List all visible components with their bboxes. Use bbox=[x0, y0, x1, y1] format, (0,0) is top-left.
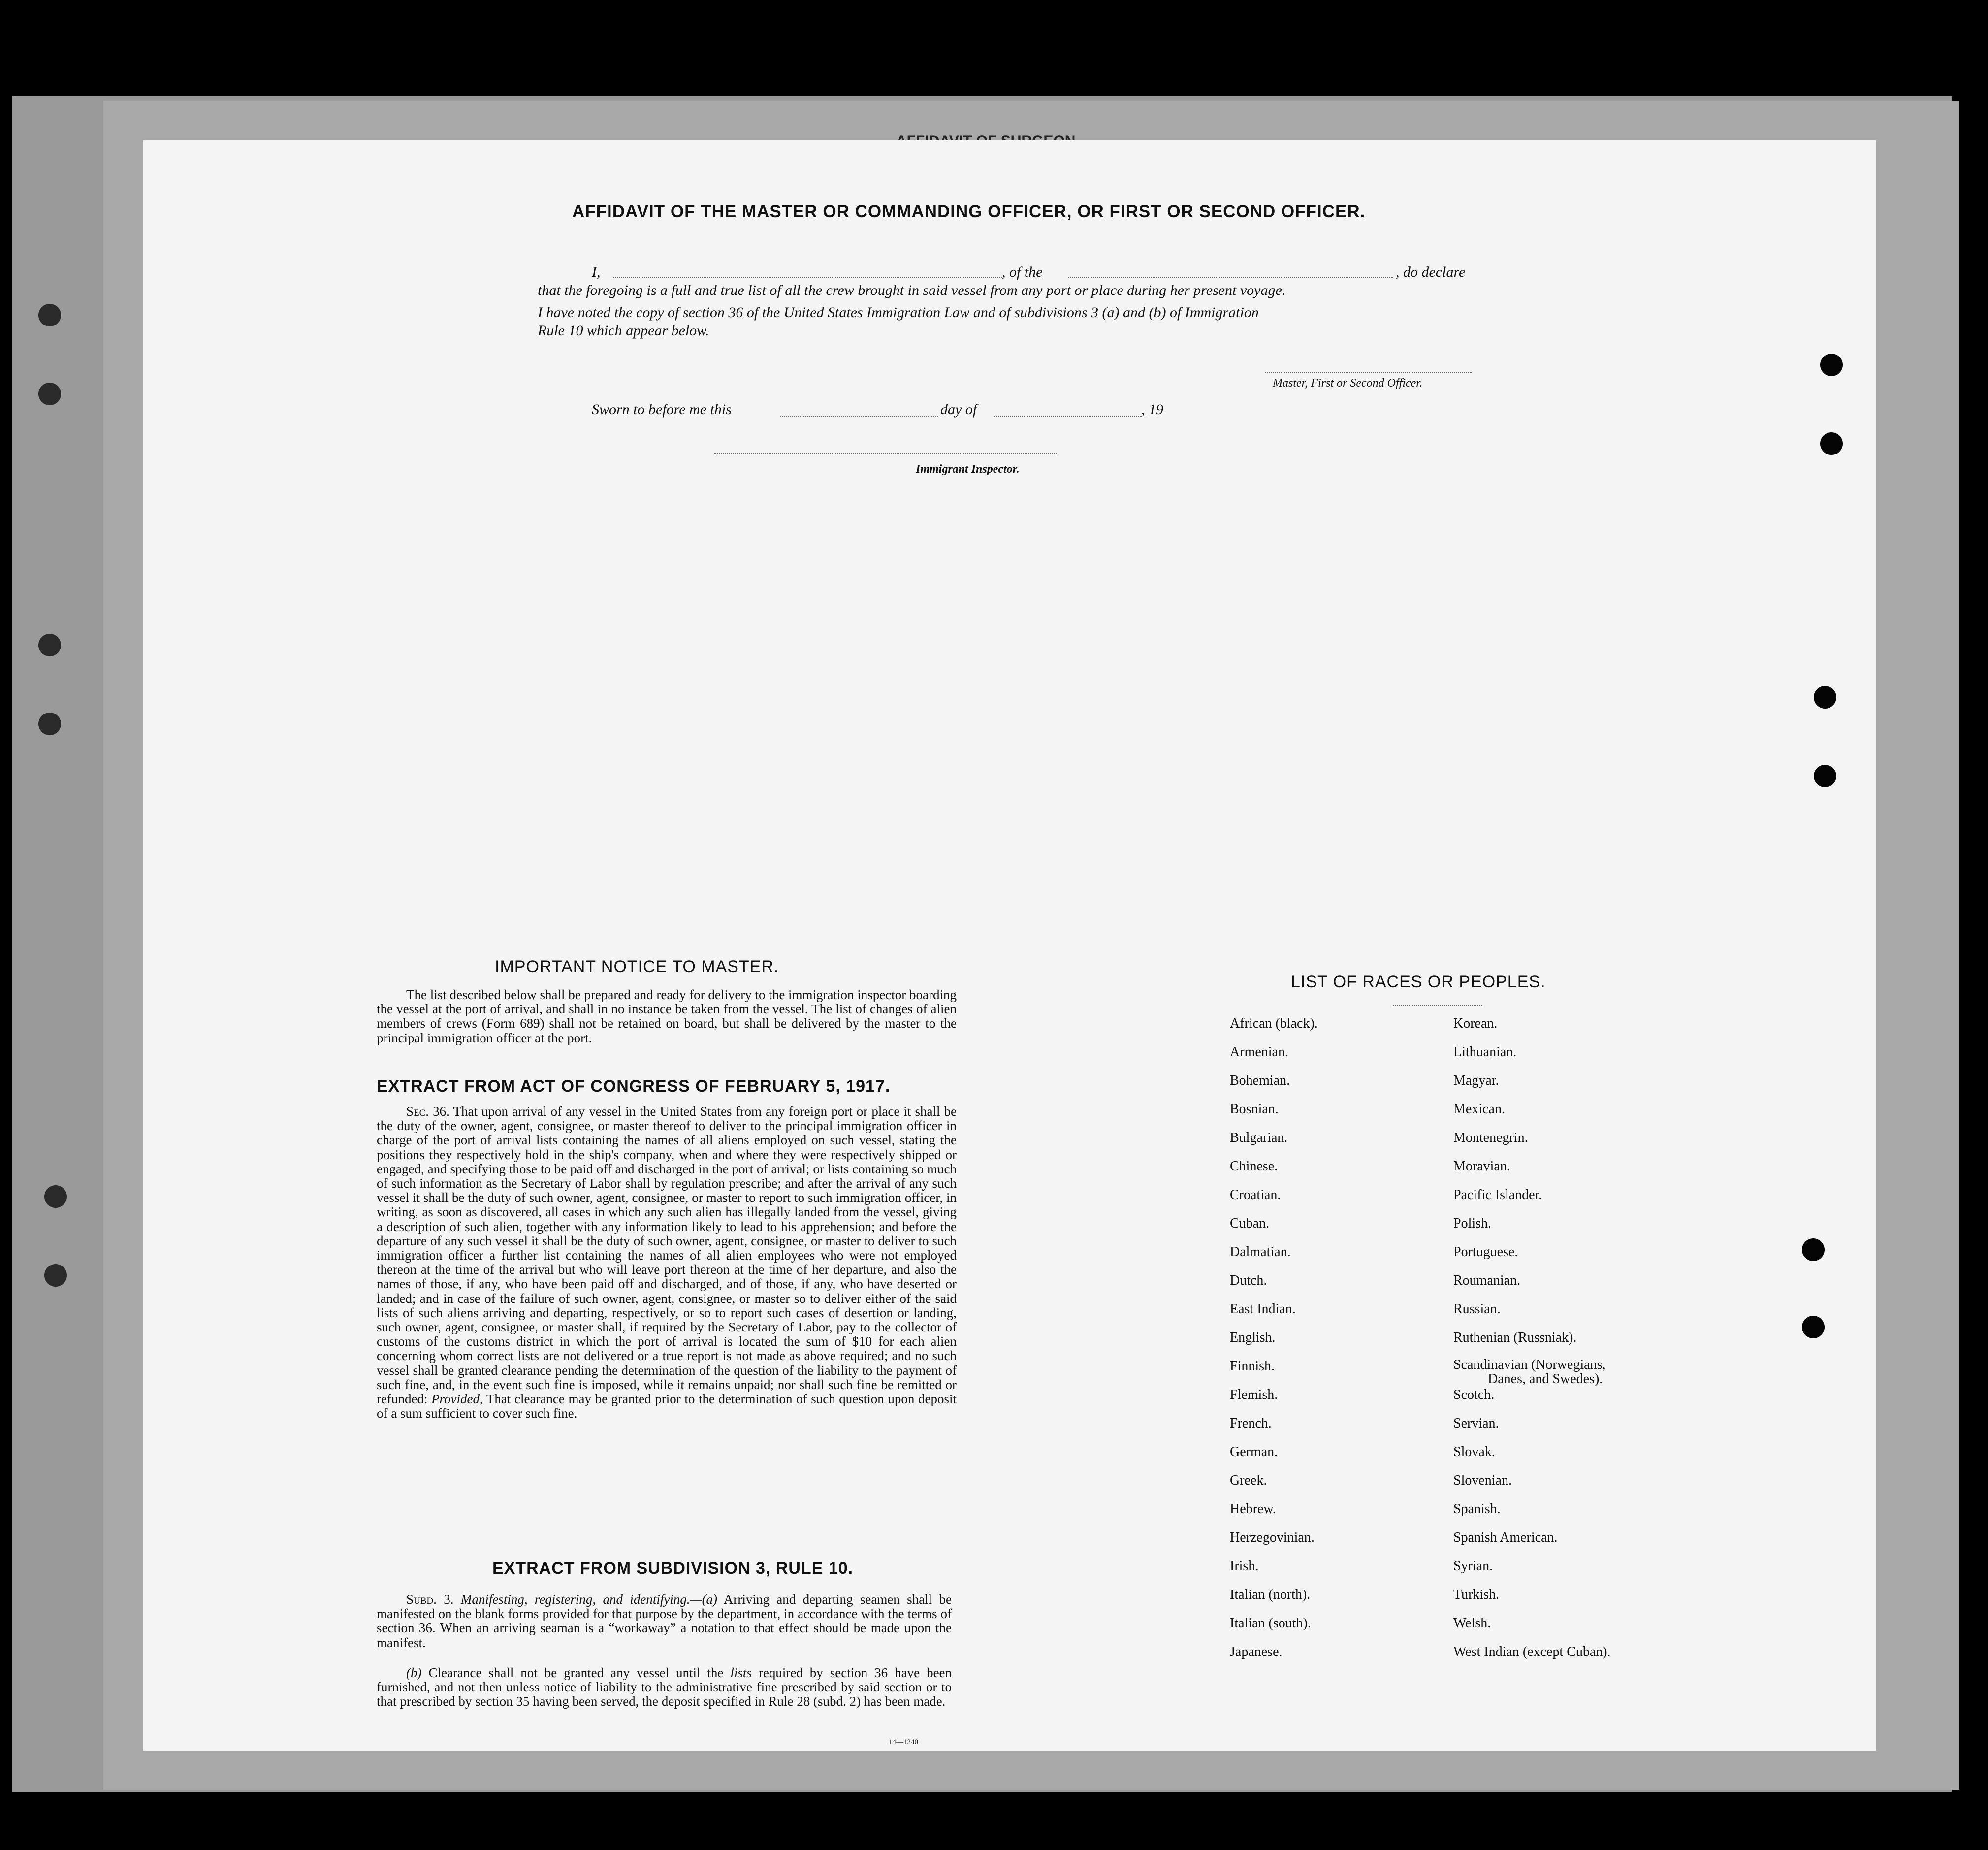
extract-act-title: EXTRACT FROM ACT OF CONGRESS OF FEBRUARY 5, 1917. bbox=[377, 1077, 891, 1096]
race-item: Dalmatian. bbox=[1230, 1244, 1291, 1260]
extract-act-body bbox=[377, 1104, 957, 1421]
race-item: Magyar. bbox=[1453, 1073, 1499, 1088]
race-item: Italian (south). bbox=[1230, 1616, 1311, 1631]
binder-hole bbox=[38, 634, 61, 656]
race-item: Welsh. bbox=[1453, 1616, 1491, 1631]
race-item: Spanish American. bbox=[1453, 1530, 1558, 1545]
race-item: Korean. bbox=[1453, 1016, 1498, 1031]
b-label: (b) bbox=[406, 1665, 422, 1680]
race-item: German. bbox=[1230, 1444, 1278, 1460]
binder-hole bbox=[1814, 686, 1836, 709]
master-label: Master, First or Second Officer. bbox=[1273, 377, 1422, 389]
race-item: Chinese. bbox=[1230, 1159, 1278, 1174]
extract-rule-title: EXTRACT FROM SUBDIVISION 3, RULE 10. bbox=[492, 1559, 854, 1578]
race-item: Spanish. bbox=[1453, 1501, 1501, 1517]
race-item: Flemish. bbox=[1230, 1387, 1278, 1402]
race-item: English. bbox=[1230, 1330, 1276, 1345]
subd-body-a: Arriving and departing seamen shall be manifested on the blank forms provided for that purpose by the department, in accordance with the terms of section 36. When an arriving seaman is a “workaway” a notation to that effect should be made upon the manifest. bbox=[377, 1592, 952, 1650]
form-number: 14—1240 bbox=[889, 1738, 918, 1746]
binder-hole bbox=[1802, 1316, 1825, 1338]
race-item: Russian. bbox=[1453, 1301, 1501, 1317]
race-item: Herzegovinian. bbox=[1230, 1530, 1315, 1545]
sec-body: That upon arrival of any vessel in the United States from any foreign port or place it shall be the duty of the owner, agent, consignee, or master thereof to deliver to the principal immigration officer in charge of the port of arrival lists containing the names of all aliens employed on such vessel, stating the positions they respectively hold in the ship's company, when and where they were respectively shipped or engaged, and specifying those to be paid off and discharged in the port of arrival; or lists containing so much of such information as the Secretary of Labor shall by regulation prescribe; and after the arrival of any such vessel it shall be the duty of such owner, agent, consignee, or master to report to such immigration officer, in writing, as soon as discovered, all cases in which any such alien has illegally landed from the vessel, giving a description of such alien, together with any information likely to lead to his apprehension; and before the departure of any such vessel it shall be the duty of such owner, agent, consignee, or master to deliver to such immigration officer a further list containing the names of all alien employees who were not employed thereon at the time of the arrival but who will leave port thereon at the time of her departure, and also the names of those, if any, who have been paid off and discharged, and of those, if any, who have deserted or landed; and in case of the failure of such owner, agent, consignee, or master so to deliver either of the said lists of such aliens arriving and departing, respectively, or so to report such cases of desertion or landing, such owner, agent, consignee, or master shall, if required by the Secretary of Labor, pay to the collector of customs of the customs district in which the port of arrival is located the sum of $10 for each alien concerning whom correct lists are not delivered or a true report is not made as above required; and no such vessel shall be granted clearance pending the determination of the question of the liability to the payment of such fine, and, in the event such fine is imposed, while it remains unpaid; nor shall such fine be remitted or refunded: bbox=[377, 1104, 957, 1407]
race-item: Bohemian. bbox=[1230, 1073, 1290, 1088]
race-item: Ruthenian (Russniak). bbox=[1453, 1330, 1577, 1345]
race-item: Cuban. bbox=[1230, 1216, 1270, 1231]
affidavit-declare: , do declare bbox=[1396, 264, 1466, 280]
race-item: Slovak. bbox=[1453, 1444, 1495, 1460]
race-scandinavian-cont: Danes, and Swedes). bbox=[1488, 1371, 1603, 1387]
race-item: Finnish. bbox=[1230, 1359, 1275, 1374]
race-item: Turkish. bbox=[1453, 1587, 1500, 1602]
race-item: Pacific Islander. bbox=[1453, 1187, 1542, 1202]
notice-body-text: The list described below shall be prepared and ready for delivery to the immigration inspector boarding the vessel at the port of arrival, and shall in no instance be taken from the vessel. The list of changes of alien members of crews (Form 689) shall not be retained on board, but shall be delivered by the master to the principal immigration officer at the port. bbox=[377, 987, 957, 1045]
race-item: Mexican. bbox=[1453, 1102, 1505, 1117]
subd-heading: Manifesting, registering, and identifying.—(a) bbox=[460, 1592, 718, 1607]
race-item: Bosnian. bbox=[1230, 1102, 1279, 1117]
affidavit-title: AFFIDAVIT OF THE MASTER OR COMMANDING OFFICER, OR FIRST OR SECOND OFFICER. bbox=[572, 202, 1366, 221]
binder-hole bbox=[38, 713, 61, 735]
binder-hole bbox=[1814, 765, 1836, 787]
notice-title: IMPORTANT NOTICE TO MASTER. bbox=[495, 957, 779, 976]
binder-hole bbox=[44, 1264, 67, 1287]
extract-rule-body-b bbox=[377, 1666, 952, 1709]
day-of-text: day of bbox=[940, 401, 977, 418]
race-item: French. bbox=[1230, 1416, 1272, 1431]
race-item bbox=[1453, 1358, 1611, 1386]
sec-label: Sec. 36. bbox=[406, 1104, 449, 1119]
race-item: Armenian. bbox=[1230, 1044, 1288, 1060]
race-item: Bulgarian. bbox=[1230, 1130, 1288, 1145]
extract-rule-body-a bbox=[377, 1592, 952, 1650]
binder-hole bbox=[1802, 1238, 1825, 1261]
subd-body-lists: lists bbox=[730, 1665, 752, 1680]
affidavit-page bbox=[143, 140, 1876, 1751]
name-blank[interactable] bbox=[613, 277, 1002, 278]
subd-body-b1: Clearance shall not be granted any vessel until the bbox=[428, 1665, 724, 1680]
affidavit-line3: I have noted the copy of section 36 of the United States Immigration Law and of subdivisions 3 (a) and (b) of Immigration bbox=[538, 304, 1259, 321]
race-item: Moravian. bbox=[1453, 1159, 1510, 1174]
affidavit-line2: that the foregoing is a full and true list of all the crew brought in said vessel from any port or place during her present voyage. bbox=[538, 282, 1286, 298]
race-item: Hebrew. bbox=[1230, 1501, 1276, 1517]
race-item: East Indian. bbox=[1230, 1301, 1296, 1317]
races-title: LIST OF RACES OR PEOPLES. bbox=[1291, 973, 1546, 991]
race-item: Servian. bbox=[1453, 1416, 1499, 1431]
race-item: Montenegrin. bbox=[1453, 1130, 1528, 1145]
binder-hole bbox=[44, 1185, 67, 1208]
race-item: Roumanian. bbox=[1453, 1273, 1521, 1288]
race-item: Slovenian. bbox=[1453, 1473, 1512, 1488]
race-item: Greek. bbox=[1230, 1473, 1267, 1488]
binder-hole bbox=[1820, 432, 1843, 455]
year-text: , 19 bbox=[1141, 401, 1163, 418]
inspector-signature-line[interactable] bbox=[714, 453, 1058, 454]
provided-word: Provided, bbox=[431, 1392, 483, 1407]
binder-hole bbox=[38, 383, 61, 405]
day-blank[interactable] bbox=[780, 416, 938, 417]
master-signature-line[interactable] bbox=[1265, 372, 1472, 373]
race-item: Syrian. bbox=[1453, 1558, 1493, 1574]
race-item: Lithuanian. bbox=[1453, 1044, 1517, 1060]
race-item: Scotch. bbox=[1453, 1387, 1495, 1402]
race-item: Polish. bbox=[1453, 1216, 1492, 1231]
race-item: Italian (north). bbox=[1230, 1587, 1311, 1602]
inspector-label: Immigrant Inspector. bbox=[916, 463, 1020, 476]
affidavit-line4: Rule 10 which appear below. bbox=[538, 323, 709, 339]
sworn-text: Sworn to before me this bbox=[592, 401, 732, 418]
race-item: Irish. bbox=[1230, 1558, 1259, 1574]
subd-label: Subd. 3. bbox=[406, 1592, 454, 1607]
race-item: African (black). bbox=[1230, 1016, 1318, 1031]
affidavit-i: I, bbox=[592, 264, 601, 280]
race-item: West Indian (except Cuban). bbox=[1453, 1644, 1611, 1659]
race-item: Japanese. bbox=[1230, 1644, 1283, 1659]
race-item: Portuguese. bbox=[1453, 1244, 1518, 1260]
races-right-column bbox=[1453, 1015, 1611, 1672]
subd-body-b2: required by section 36 have been furnished, and not then unless notice of liability to the administrative fine prescribed by said section or to that prescribed by section 35 having been served, the deposit specified in Rule 28 (subd. 2) has been made. bbox=[377, 1665, 952, 1709]
race-item: Croatian. bbox=[1230, 1187, 1281, 1202]
affidavit-of-the: , of the bbox=[1002, 264, 1043, 280]
vessel-blank[interactable] bbox=[1068, 277, 1393, 278]
races-title-rule bbox=[1393, 1005, 1482, 1006]
binder-hole bbox=[38, 304, 61, 326]
sec-body-end: That clearance may be granted prior to the determination of such question upon deposit of a sum sufficient to cover such fine. bbox=[377, 1392, 957, 1421]
month-blank[interactable] bbox=[994, 416, 1142, 417]
notice-body bbox=[377, 988, 957, 1045]
race-item: Dutch. bbox=[1230, 1273, 1267, 1288]
race-scandinavian: Scandinavian (Norwegians, bbox=[1453, 1357, 1606, 1372]
races-left-column bbox=[1230, 1015, 1318, 1672]
binder-hole bbox=[1820, 354, 1843, 376]
